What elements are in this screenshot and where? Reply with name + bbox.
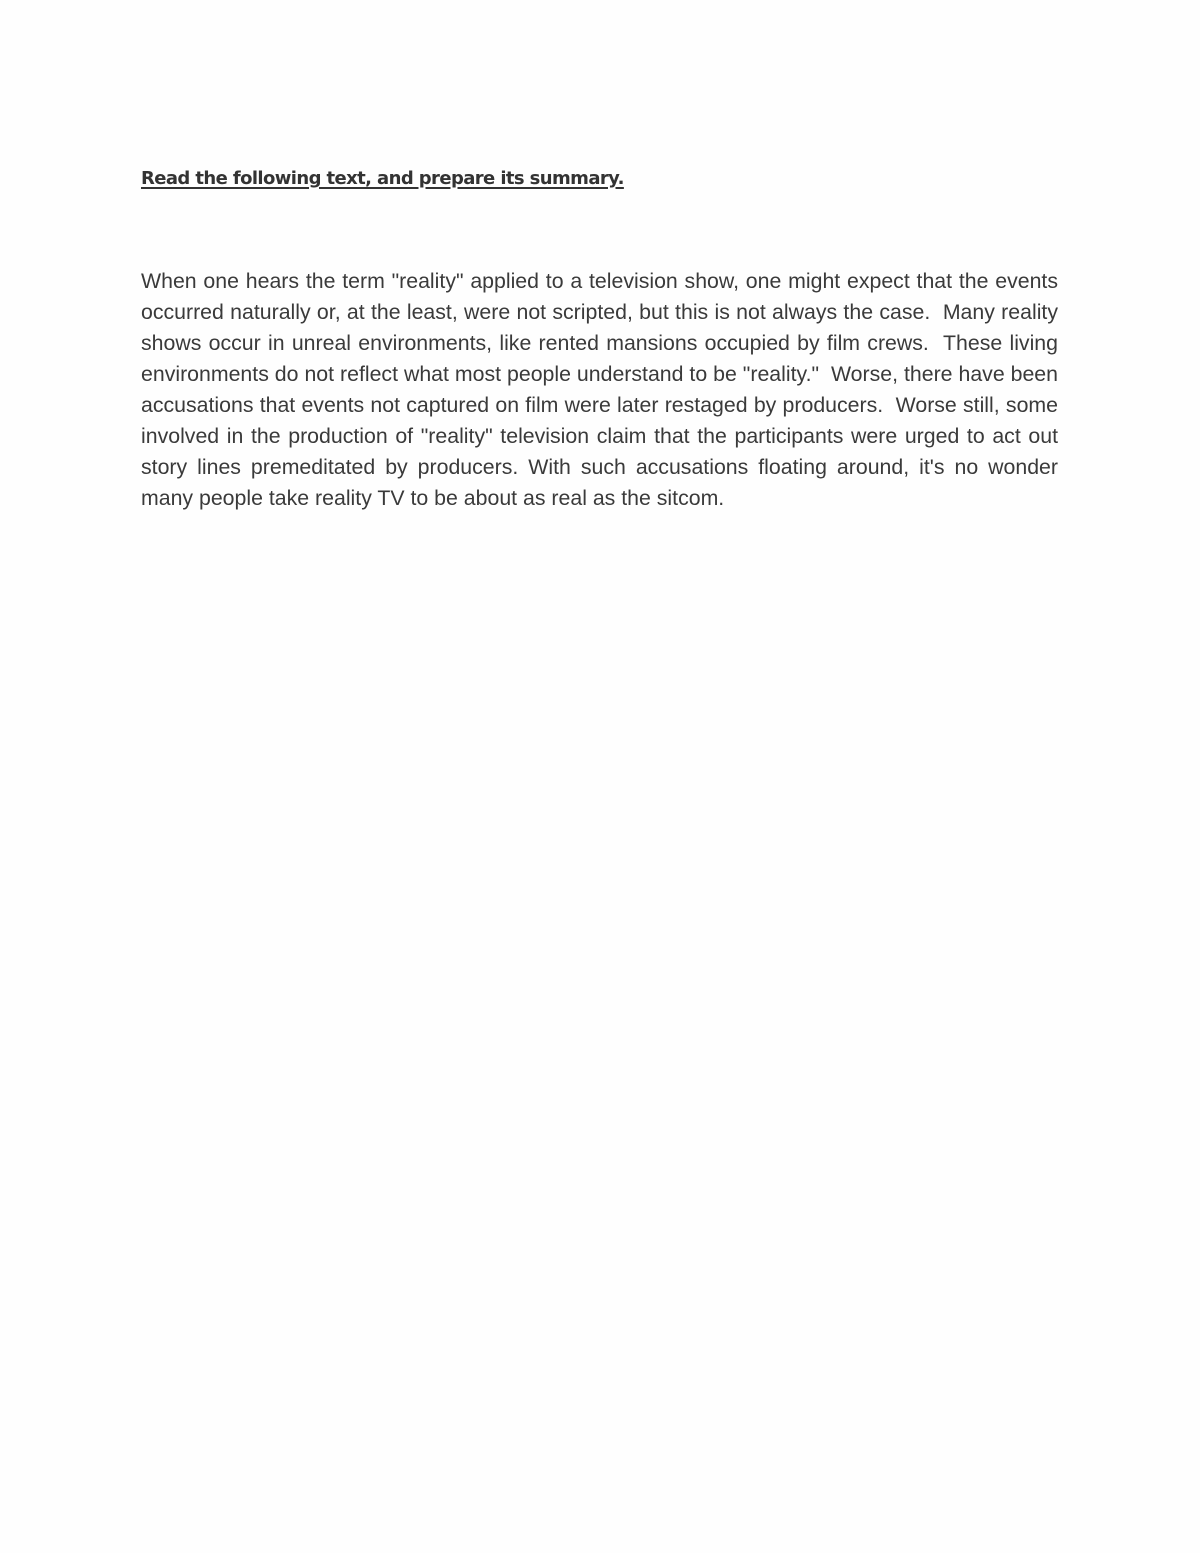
passage-paragraph: When one hears the term "reality" applied to a television show, one might expect that the events occurred naturally or, at the least, were not scripted, but this is not always the case. Many reality shows occur in unreal environments, like rented mansions occupied by film crews. These living environments do not reflect what most people understand to be "reality." Worse, there have been accusations that events not captured on film were later restaged by producers. Worse still, some involved in the production of "reality" television claim that the participants were urged to act out story lines premeditated by producers. With such accusations floating around, it's no wonder many people take reality TV to be about as real as the sitcom. [141, 269, 1064, 510]
instruction-heading: Read the following text, and prepare its summary. [141, 168, 624, 189]
